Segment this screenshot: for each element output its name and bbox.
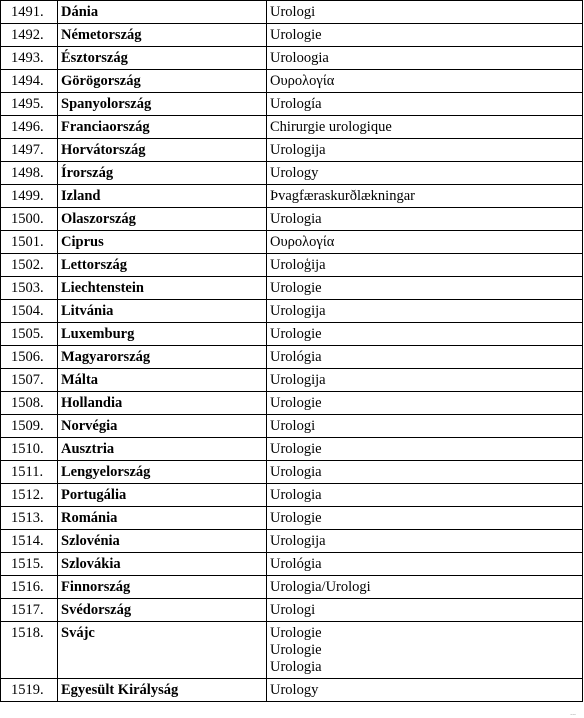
specialty-name: Urologie — [270, 27, 322, 43]
specialty-name-cell — [267, 139, 583, 162]
table-row — [1, 438, 583, 461]
table-row — [1, 300, 583, 323]
specialty-name-cell — [267, 208, 583, 231]
country-name: Svájc — [58, 622, 267, 679]
specialty-name: Ουρολογία — [270, 234, 335, 250]
row-number: 1506. — [1, 346, 58, 369]
footer-mark: ... — [570, 710, 576, 717]
specialty-name: Chirurgie urologique — [270, 119, 392, 135]
table-row — [1, 1, 583, 24]
table-row — [1, 461, 583, 484]
country-name: Spanyolország — [58, 93, 267, 116]
row-number: 1512. — [1, 484, 58, 507]
specialty-name-cell — [267, 484, 583, 507]
table-row — [1, 208, 583, 231]
specialty-name: Urológia — [270, 556, 322, 572]
table-row — [1, 599, 583, 622]
row-number: 1497. — [1, 139, 58, 162]
specialty-name: Urologia — [270, 211, 322, 227]
table-row — [1, 139, 583, 162]
row-number: 1501. — [1, 231, 58, 254]
country-name: Liechtenstein — [58, 277, 267, 300]
specialty-name: Urologija — [270, 533, 326, 549]
specialty-name: Uroloģija — [270, 257, 326, 273]
specialty-name: Urologie — [270, 441, 322, 457]
table-row — [1, 553, 583, 576]
row-number: 1507. — [1, 369, 58, 392]
country-name: Finnország — [58, 576, 267, 599]
row-number: 1493. — [1, 47, 58, 70]
specialty-name-cell — [267, 461, 583, 484]
country-name: Hollandia — [58, 392, 267, 415]
specialty-name-cell — [267, 231, 583, 254]
specialty-name: Urology — [270, 682, 319, 698]
specialty-name-cell — [267, 392, 583, 415]
table-row — [1, 369, 583, 392]
country-name: Ciprus — [58, 231, 267, 254]
country-name: Magyarország — [58, 346, 267, 369]
country-name: Olaszország — [58, 208, 267, 231]
specialty-name-cell — [267, 323, 583, 346]
row-number: 1504. — [1, 300, 58, 323]
table-row — [1, 70, 583, 93]
table-row — [1, 507, 583, 530]
specialty-name-cell — [267, 599, 583, 622]
table-row — [1, 162, 583, 185]
specialty-name-cell — [267, 438, 583, 461]
specialty-name-cell — [267, 679, 583, 702]
specialty-name: Urologia — [270, 659, 322, 675]
country-name: Málta — [58, 369, 267, 392]
specialty-name-cell — [267, 70, 583, 93]
country-name: Litvánia — [58, 300, 267, 323]
table-row — [1, 622, 583, 679]
specialty-name-cell — [267, 415, 583, 438]
table-row — [1, 93, 583, 116]
specialty-name-cell — [267, 24, 583, 47]
specialty-name: Urologia/Urologi — [270, 579, 371, 595]
table-row — [1, 576, 583, 599]
country-name: Norvégia — [58, 415, 267, 438]
table-row — [1, 392, 583, 415]
specialty-name-cell — [267, 277, 583, 300]
specialty-name-cell — [267, 254, 583, 277]
specialty-name: Urologija — [270, 372, 326, 388]
country-name: Luxemburg — [58, 323, 267, 346]
specialty-name-cell — [267, 346, 583, 369]
specialty-name-cell — [267, 47, 583, 70]
row-number: 1498. — [1, 162, 58, 185]
row-number: 1503. — [1, 277, 58, 300]
row-number: 1496. — [1, 116, 58, 139]
specialty-name: Urologi — [270, 602, 316, 618]
specialty-name-cell — [267, 576, 583, 599]
table-row — [1, 323, 583, 346]
table-row — [1, 530, 583, 553]
row-number: 1505. — [1, 323, 58, 346]
row-number: 1518. — [1, 622, 58, 679]
country-name: Egyesült Királyság — [58, 679, 267, 702]
specialty-name: Ουρολογία — [270, 73, 335, 89]
specialty-name: Urología — [270, 96, 322, 112]
specialty-name: Urologi — [270, 418, 316, 434]
specialty-name-cell — [267, 530, 583, 553]
row-number: 1502. — [1, 254, 58, 277]
row-number: 1491. — [1, 1, 58, 24]
row-number: 1514. — [1, 530, 58, 553]
specialty-name: Urologie — [270, 510, 322, 526]
specialty-name-cell — [267, 553, 583, 576]
country-name: Ausztria — [58, 438, 267, 461]
country-name: Franciaország — [58, 116, 267, 139]
row-number: 1516. — [1, 576, 58, 599]
table-row — [1, 254, 583, 277]
specialty-name: Uroloogia — [270, 50, 329, 66]
specialty-name: Urologie — [270, 395, 322, 411]
specialty-name: Urologia — [270, 487, 322, 503]
row-number: 1519. — [1, 679, 58, 702]
specialty-name: Urologija — [270, 303, 326, 319]
country-name: Dánia — [58, 1, 267, 24]
table-row — [1, 24, 583, 47]
country-name: Lettország — [58, 254, 267, 277]
row-number: 1492. — [1, 24, 58, 47]
country-name: Izland — [58, 185, 267, 208]
specialty-name-cell — [267, 116, 583, 139]
row-number: 1495. — [1, 93, 58, 116]
row-number: 1511. — [1, 461, 58, 484]
specialty-name-cell — [267, 507, 583, 530]
country-name: Svédország — [58, 599, 267, 622]
specialty-name: Þvagfæraskurðlækningar — [270, 188, 415, 204]
table-row — [1, 185, 583, 208]
table-row — [1, 47, 583, 70]
specialty-name: Urologie — [270, 326, 322, 342]
specialty-name: Urologie — [270, 625, 322, 641]
table-row — [1, 231, 583, 254]
specialty-name: Urology — [270, 165, 319, 181]
specialty-name-cell — [267, 185, 583, 208]
specialty-name: Urológia — [270, 349, 322, 365]
specialty-name: Urologie — [270, 280, 322, 296]
table-row — [1, 277, 583, 300]
specialty-name-cell — [267, 1, 583, 24]
table-row — [1, 679, 583, 702]
country-name: Görögország — [58, 70, 267, 93]
table-row — [1, 116, 583, 139]
row-number: 1509. — [1, 415, 58, 438]
table-row — [1, 415, 583, 438]
row-number: 1500. — [1, 208, 58, 231]
country-name: Németország — [58, 24, 267, 47]
specialty-name: Urologi — [270, 4, 316, 20]
country-name: Észtország — [58, 47, 267, 70]
row-number: 1508. — [1, 392, 58, 415]
row-number: 1513. — [1, 507, 58, 530]
country-name: Szlovákia — [58, 553, 267, 576]
table-row — [1, 484, 583, 507]
specialty-name: Urologie — [270, 642, 322, 658]
row-number: 1515. — [1, 553, 58, 576]
country-name: Románia — [58, 507, 267, 530]
row-number: 1517. — [1, 599, 58, 622]
specialty-name-cell — [267, 93, 583, 116]
specialty-name-cell — [267, 162, 583, 185]
country-name: Portugália — [58, 484, 267, 507]
specialty-name-cell — [267, 300, 583, 323]
country-name: Írország — [58, 162, 267, 185]
country-name: Szlovénia — [58, 530, 267, 553]
row-number: 1499. — [1, 185, 58, 208]
country-name: Lengyelország — [58, 461, 267, 484]
row-number: 1494. — [1, 70, 58, 93]
country-name: Horvátország — [58, 139, 267, 162]
specialty-name: Urologija — [270, 142, 326, 158]
specialty-name-cell — [267, 369, 583, 392]
specialty-name: Urologia — [270, 464, 322, 480]
row-number: 1510. — [1, 438, 58, 461]
table-row — [1, 346, 583, 369]
specialty-name-cell — [267, 622, 583, 679]
table-body — [1, 1, 583, 702]
